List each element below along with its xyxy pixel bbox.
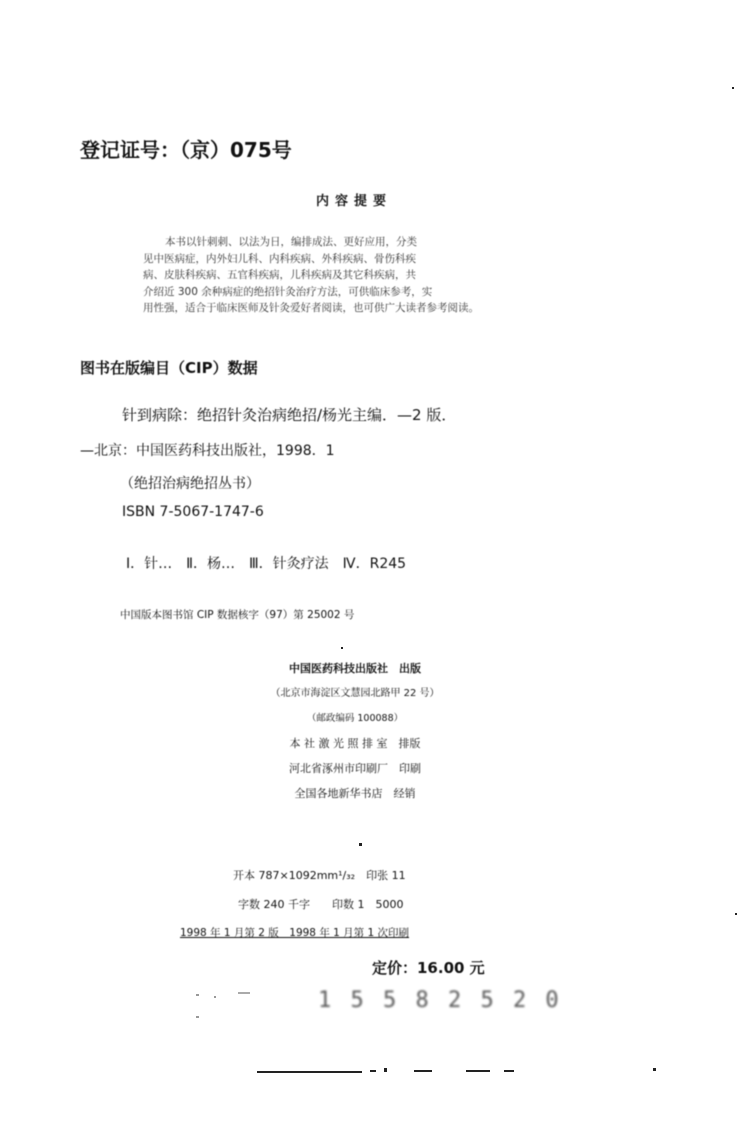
- faded-mark: [196, 994, 199, 996]
- imprint-line: 河北省涿州市印刷厂 印刷: [289, 762, 421, 775]
- barcode-digits: 1 5 5 8 2 5 2 0: [318, 988, 562, 1013]
- spec-edition: 1998 年 1 月第 2 版 1998 年 1 月第 1 次印刷: [180, 927, 410, 939]
- cip-heading: 图书在版编目（CIP）数据: [80, 359, 258, 377]
- registration-number: 登记证号：（京）075号: [80, 138, 292, 162]
- imprint-block: [200, 656, 510, 806]
- cip-record-number: 中国版本图书馆 CIP 数据核字（97）第 25002 号: [120, 609, 355, 621]
- spec-format: 开本 787×1092mm¹/₃₂ 印张 11: [233, 869, 406, 882]
- summary-line: 介绍近 300 余种病症的绝招针灸治疗方法，可供临床参考，实: [143, 285, 433, 298]
- summary-line: 见中医病症，内外妇儿科、内科疾病、外科疾病、骨伤科疾: [143, 252, 416, 265]
- spec-price: 定价：16.00 元: [372, 959, 485, 977]
- cip-title-line: 针到病除：绝招针灸治病绝招/杨光主编．—2 版．: [122, 406, 457, 424]
- imprint-line: （邮政编码 100088）: [306, 713, 404, 724]
- bottom-rule: [257, 1071, 362, 1073]
- faded-mark: [196, 1016, 199, 1018]
- rule-dash: [414, 1070, 432, 1072]
- dot-mark: [341, 647, 343, 649]
- summary-line: 病、皮肤科疾病、五官科疾病，儿科疾病及其它科疾病，共: [143, 269, 416, 281]
- rule-dash: [384, 1068, 387, 1072]
- imprint-line: 中国医药科技出版社 出版: [289, 662, 421, 675]
- rule-dash: [504, 1070, 514, 1072]
- cip-series: （绝招治病绝招丛书）: [120, 476, 260, 492]
- cip-publisher-line: —北京：中国医药科技出版社，1998．1: [80, 443, 335, 459]
- cip-isbn: ISBN 7-5067-1747-6: [122, 504, 264, 520]
- imprint-line: （北京市海淀区文慧园北路甲 22 号）: [270, 688, 440, 699]
- summary-heading: 内容提要: [316, 194, 393, 209]
- dot-mark: [359, 843, 362, 846]
- summary-line: 用性强，适合于临床医师及针灸爱好者阅读，也可供广大读者参考阅读。: [143, 302, 479, 314]
- rule-dash: [466, 1070, 490, 1072]
- scan-speck: [732, 87, 734, 89]
- faded-mark: [214, 996, 216, 998]
- imprint-line: 全国各地新华书店 经销: [294, 787, 416, 800]
- rule-dash: [370, 1070, 376, 1072]
- faded-mark: [238, 992, 250, 994]
- summary-line: 本书以针刺刺、以法为日，编排成法、更好应用，分类: [165, 236, 417, 248]
- imprint-line: 本 社 激 光 照 排 室 排版: [289, 737, 421, 750]
- scan-speck: [653, 1068, 656, 1071]
- cip-classification: Ⅰ．针… Ⅱ．杨… Ⅲ．针灸疗法 Ⅳ．R245: [126, 556, 407, 572]
- spec-wordcount: 字数 240 千字 印数 1 5000: [238, 898, 404, 911]
- summary-body: [143, 234, 583, 317]
